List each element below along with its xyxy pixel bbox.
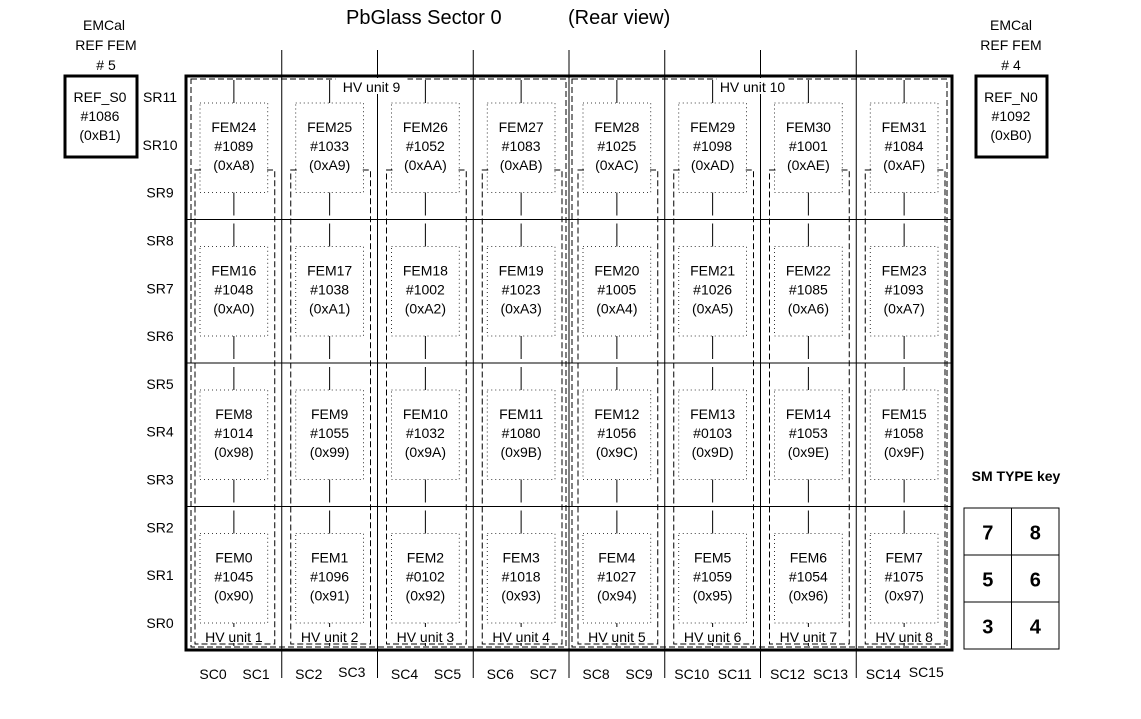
diagram-title: PbGlass Sector 0 [346,7,502,29]
fem-module [200,80,268,216]
fem-address: (0xA1) [309,300,351,317]
fem-serial: #1055 [310,424,350,441]
fem-serial: #0102 [405,568,445,585]
fem-name: FEM21 [690,262,736,279]
ref-fem-right-heading-2: REF FEM [980,37,1042,53]
ref-fem-left-address: (0xB1) [79,127,121,143]
ref-fem-right [976,17,1047,157]
fem-address: (0xAA) [403,156,447,173]
fem-module [296,224,364,360]
fem-name: FEM4 [598,549,636,566]
fem-name: FEM17 [307,262,353,279]
column-label: SC2 [295,666,323,682]
column-label: SC15 [908,664,944,680]
fem-module [392,224,460,360]
fem-name: FEM31 [881,118,927,135]
fem-name: FEM9 [310,405,349,422]
fem-serial: #0103 [693,424,733,441]
fem-name: FEM6 [789,549,828,566]
fem-module [775,511,843,647]
fem-module [296,367,364,503]
fem-name: FEM23 [881,262,927,279]
fem-name: FEM16 [211,262,257,279]
fem-address: (0x90) [214,587,254,604]
fem-name: FEM11 [499,405,544,422]
fem-address: (0xA0) [213,300,255,317]
fem-serial: #1025 [597,137,637,154]
fem-module [679,80,747,216]
row-label: SR3 [146,471,174,488]
hv-unit-label: HV unit 4 [492,629,550,645]
sm-type-key [964,468,1061,649]
fem-name: FEM25 [307,118,353,135]
ref-fem-left-heading-3: # 5 [96,57,116,73]
fem-serial: #1075 [884,568,924,585]
fem-name: FEM12 [594,405,640,422]
sm-type-key-cell: 4 [1029,616,1041,639]
sm-type-key-cell: 7 [982,522,994,545]
fem-serial: #1048 [214,281,254,298]
row-label: SR0 [146,615,174,631]
hv-unit-label: HV unit 5 [588,629,646,645]
fem-name: FEM10 [402,405,448,422]
ref-fem-right-serial: #1092 [991,108,1031,124]
fem-serial: #1023 [501,281,541,298]
sm-type-key-cell: 8 [1029,522,1041,545]
fem-name: FEM19 [498,262,544,279]
fem-serial: #1027 [597,568,637,585]
fem-module [487,224,555,360]
fem-address: (0x97) [884,587,924,604]
fem-serial: #1038 [310,281,350,298]
fem-name: FEM27 [498,118,544,135]
fem-serial: #1056 [597,424,637,441]
fem-name: FEM24 [211,118,257,135]
sm-type-key-cell: 6 [1029,569,1041,592]
fem-address: (0xAF) [883,156,926,173]
fem-name: FEM14 [785,405,831,422]
fem-serial: #1053 [788,424,828,441]
fem-module [679,367,747,503]
column-label: SC8 [582,666,610,682]
fem-address: (0x91) [309,587,350,604]
fem-module [775,80,843,216]
fem-module [775,224,843,360]
fem-name: FEM0 [215,549,253,566]
hv-unit-label: HV unit 1 [205,629,263,645]
column-label: SC0 [199,666,227,682]
fem-serial: #1054 [788,568,828,585]
row-label: SR1 [146,567,174,584]
hv-unit-top-label: HV unit 9 [342,79,401,95]
fem-module [583,367,651,503]
column-label: SC9 [625,666,653,682]
fem-module [200,367,268,503]
row-label: SR6 [146,328,174,345]
fem-address: (0xA2) [404,300,446,317]
fem-module [200,511,268,647]
fem-name: FEM22 [785,262,831,279]
fem-serial: #1001 [788,137,828,154]
column-label: SC6 [486,666,514,682]
ref-fem-right-name: REF_N0 [984,89,1038,105]
fem-name: FEM7 [885,549,923,566]
column-label: SC5 [433,666,462,682]
fem-name: FEM28 [594,118,640,135]
column-label: SC3 [338,664,366,680]
fem-name: FEM1 [310,549,349,566]
fem-module [200,224,268,360]
fem-serial: #1052 [405,137,445,154]
fem-address: (0x9C) [595,443,638,460]
fem-address: (0x9D) [691,443,734,460]
fem-address: (0x98) [214,443,254,460]
sm-type-key-title: SM TYPE key [971,468,1061,484]
fem-address: (0x95) [692,587,733,604]
column-label: SC12 [769,666,806,682]
column-label: SC1 [242,666,270,682]
fem-module [679,224,747,360]
fem-serial: #1059 [693,568,733,585]
fem-serial: #1033 [310,137,350,154]
row-label: SR10 [142,136,178,153]
fem-module [392,511,460,647]
fem-name: FEM5 [693,549,732,566]
fem-address: (0x9E) [787,443,829,460]
fem-serial: #1083 [501,137,541,154]
ref-fem-right-address: (0xB0) [990,127,1032,143]
fem-serial: #1089 [214,137,254,154]
fem-serial: #1098 [693,137,733,154]
fem-address: (0x92) [405,587,446,604]
fem-module [296,511,364,647]
column-label: SC4 [390,666,419,682]
row-label: SR4 [146,423,174,440]
fem-address: (0xA6) [787,300,829,317]
row-label: SR2 [146,519,174,536]
fem-address: (0xAC) [595,156,639,173]
sm-type-key-cell: 5 [982,569,994,592]
fem-module [870,511,938,647]
fem-address: (0x9F) [883,443,925,460]
fem-serial: #1058 [884,424,924,441]
row-label: SR5 [146,375,174,392]
column-labels [199,664,944,682]
fem-address: (0xA3) [500,300,542,317]
fem-module [583,80,651,216]
fem-module [296,80,364,216]
ref-fem-right-heading-1: EMCal [989,17,1033,33]
fem-serial: #1085 [788,281,828,298]
fem-module [870,224,938,360]
fem-serial: #1084 [884,137,924,154]
fem-module [775,367,843,503]
fem-module [487,511,555,647]
fem-serial: #1045 [214,568,254,585]
diagram-subtitle: (Rear view) [568,7,671,29]
fem-module [392,367,460,503]
fem-serial: #1032 [405,424,445,441]
fem-name: FEM26 [402,118,448,135]
fem-serial: #1096 [310,568,350,585]
column-label: SC14 [865,666,901,682]
row-label: SR11 [143,89,177,105]
fem-name: FEM8 [215,405,253,422]
fem-address: (0x99) [309,443,350,460]
row-labels [142,89,177,631]
fem-serial: #1002 [405,281,445,298]
ref-fem-left-heading-1: EMCal [82,17,126,33]
fem-serial: #1018 [501,568,541,585]
sm-type-key-cell: 3 [982,616,994,639]
fem-address: (0xAD) [690,156,735,173]
fem-serial: #1080 [501,424,541,441]
fem-serial: #1093 [884,281,924,298]
hv-unit-label: HV unit 2 [300,629,359,645]
fem-address: (0x93) [501,587,541,604]
row-label: SR8 [146,232,174,249]
fem-module [583,511,651,647]
hv-unit-top-label: HV unit 10 [719,79,786,95]
fem-address: (0xA9) [309,156,351,173]
fem-name: FEM18 [402,262,448,279]
fem-name: FEM15 [881,405,927,422]
column-label: SC10 [674,666,710,682]
column-label: SC13 [812,666,849,682]
fem-address: (0x9B) [500,443,542,460]
fem-serial: #1026 [693,281,733,298]
ref-fem-left-serial: #1086 [80,108,120,124]
fem-address: (0xA5) [692,300,734,317]
column-label: SC11 [717,666,752,682]
fem-address: (0xAE) [786,156,830,173]
fem-address: (0xAB) [499,156,543,173]
fem-module [392,80,460,216]
fem-address: (0xA7) [883,300,925,317]
hv-unit-label: HV unit 3 [396,629,455,645]
fem-module [583,224,651,360]
ref-fem-left-name: REF_S0 [73,89,127,105]
hv-unit-label: HV unit 6 [683,629,742,645]
ref-fem-right-heading-3: # 4 [1001,57,1021,73]
row-label: SR7 [146,280,174,297]
fem-address: (0xA4) [596,300,638,317]
fem-address: (0x94) [597,587,637,604]
fem-module [870,80,938,216]
fem-module [679,511,747,647]
hv-unit-label: HV unit 8 [875,629,933,645]
fem-name: FEM3 [502,549,540,566]
fem-module [487,367,555,503]
ref-fem-left-heading-2: REF FEM [75,37,137,53]
fem-module [487,80,555,216]
fem-name: FEM29 [690,118,736,135]
fem-name: FEM13 [690,405,736,422]
fem-serial: #1014 [214,424,254,441]
ref-fem-left [65,17,137,157]
row-label: SR9 [146,184,174,201]
fem-address: (0x96) [788,587,829,604]
fem-name: FEM30 [785,118,831,135]
column-label: SC7 [529,666,557,682]
fem-address: (0x9A) [404,443,446,460]
fem-serial: #1005 [597,281,637,298]
fem-module [870,367,938,503]
fem-name: FEM2 [406,549,445,566]
hv-unit-label: HV unit 7 [779,629,838,645]
fem-name: FEM20 [594,262,640,279]
fem-address: (0xA8) [213,156,255,173]
